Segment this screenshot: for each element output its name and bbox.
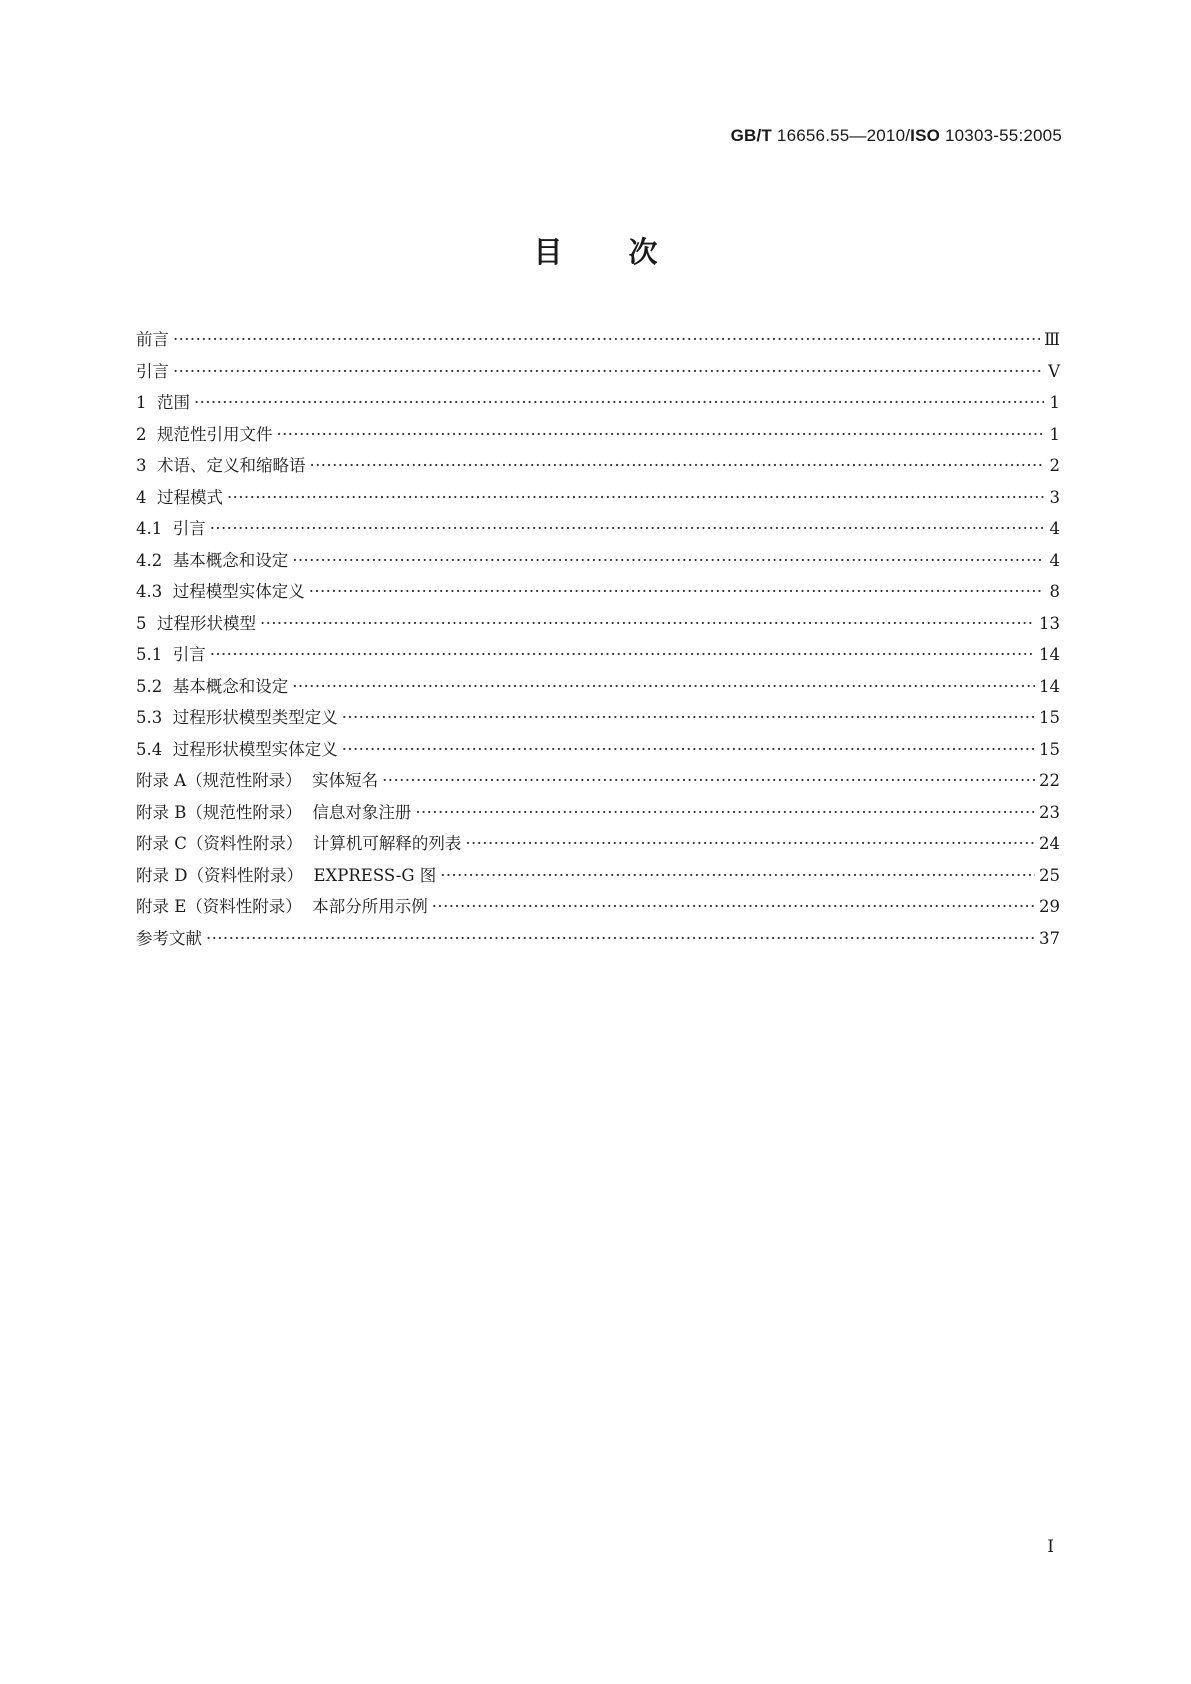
toc-entry[interactable]: [136, 452, 1060, 484]
standard-number: 16656.55—2010/: [776, 126, 911, 145]
toc-entry-label: 5.2 基本概念和设定: [136, 676, 289, 696]
toc-dot-leader: [342, 708, 1035, 727]
toc-entry-label: 引言: [136, 361, 169, 381]
toc-entry[interactable]: [136, 893, 1060, 925]
toc-entry-page: Ⅴ: [1048, 361, 1060, 381]
toc-dot-leader: [309, 582, 1044, 601]
toc-entry-label: 前言: [136, 330, 169, 349]
toc-dot-leader: [292, 551, 1044, 570]
toc-entry-page: 3: [1049, 487, 1060, 507]
toc-entry-page: 23: [1039, 802, 1060, 822]
iso-prefix: ISO: [910, 126, 941, 145]
toc-dot-leader: [382, 771, 1035, 790]
toc-dot-leader: [310, 456, 1045, 475]
toc-entry-label: 4.3 过程模型实体定义: [136, 582, 305, 601]
toc-entry[interactable]: [136, 358, 1060, 390]
toc-entry-page: 4: [1049, 519, 1060, 538]
toc-entry[interactable]: [136, 610, 1060, 642]
toc-dot-leader: [206, 929, 1035, 948]
toc-entry-label: 5.3 过程形状模型类型定义: [136, 708, 338, 727]
toc-entry-label: 附录 C（资料性附录） 计算机可解释的列表: [136, 834, 462, 853]
toc-entry-label: 4 过程模式: [136, 487, 223, 507]
toc-entry-label: 5.1 引言: [136, 645, 206, 664]
toc-dot-leader: [210, 645, 1035, 664]
toc-dot-leader: [292, 677, 1035, 696]
toc-entry-page: 37: [1039, 928, 1060, 948]
toc-entry-label: 5.4 过程形状模型实体定义: [136, 739, 338, 759]
toc-entry-page: 22: [1039, 771, 1060, 790]
document-header: [731, 126, 1062, 146]
toc-entry[interactable]: [136, 673, 1060, 705]
toc-dot-leader: [432, 897, 1035, 916]
toc-dot-leader: [465, 834, 1035, 853]
toc-entry[interactable]: [136, 389, 1060, 421]
toc-entry-label: 3 术语、定义和缩略语: [136, 456, 306, 475]
toc-entry[interactable]: [136, 799, 1060, 831]
page-number: Ⅰ: [1047, 1537, 1054, 1557]
toc-dot-leader: [440, 866, 1035, 885]
toc-dot-leader: [194, 393, 1044, 412]
toc-dot-leader: [210, 519, 1044, 538]
toc-entry-label: 1 范围: [136, 393, 190, 412]
toc-entry-page: 2: [1049, 456, 1060, 475]
toc-entry[interactable]: [136, 925, 1060, 957]
toc-entry-label: 参考文献: [136, 928, 202, 948]
toc-entry-label: 附录 B（规范性附录） 信息对象注册: [136, 802, 412, 822]
toc-entry-label: 5 过程形状模型: [136, 613, 256, 633]
toc-entry-page: 1: [1049, 393, 1060, 412]
iso-number: 10303-55:2005: [945, 126, 1062, 145]
toc-entry-label: 2 规范性引用文件: [136, 424, 273, 444]
toc-entry-page: 1: [1049, 424, 1060, 444]
toc-entry-page: 24: [1039, 834, 1060, 853]
toc-entry-page: 15: [1039, 739, 1060, 759]
toc-entry-label: 4.2 基本概念和设定: [136, 550, 289, 570]
toc-entry[interactable]: [136, 326, 1060, 358]
toc-entry[interactable]: [136, 547, 1060, 579]
toc-dot-leader: [227, 488, 1044, 507]
toc-entry[interactable]: [136, 767, 1060, 799]
toc-entry[interactable]: [136, 515, 1060, 547]
toc-entry-label: 附录 D（资料性附录） EXPRESS-G 图: [136, 865, 437, 885]
toc-entry-page: 4: [1049, 550, 1060, 570]
toc-entry[interactable]: [136, 704, 1060, 736]
toc-entry[interactable]: [136, 736, 1060, 768]
toc-entry-label: 4.1 引言: [136, 519, 206, 538]
toc-dot-leader: [277, 425, 1045, 444]
toc-entry-label: 附录 A（规范性附录） 实体短名: [136, 771, 379, 790]
toc-entry[interactable]: [136, 641, 1060, 673]
toc-entry-page: 8: [1049, 582, 1060, 601]
page-title: 目次: [533, 235, 724, 269]
toc-entry-page: 14: [1039, 676, 1060, 696]
toc-entry-page: 25: [1039, 865, 1060, 885]
toc-dot-leader: [415, 803, 1035, 822]
toc-entry[interactable]: [136, 862, 1060, 894]
toc-dot-leader: [173, 362, 1044, 381]
toc-entry-page: 29: [1039, 897, 1060, 916]
toc-dot-leader: [173, 330, 1040, 349]
standard-code: GB/T: [730, 126, 772, 145]
toc-entry-page: Ⅲ: [1044, 330, 1060, 349]
toc-entry-label: 附录 E（资料性附录） 本部分所用示例: [136, 897, 428, 916]
toc-entry[interactable]: [136, 421, 1060, 453]
toc-entry[interactable]: [136, 830, 1060, 862]
toc-dot-leader: [260, 614, 1035, 633]
table-of-contents: [136, 326, 1060, 956]
toc-entry-page: 15: [1039, 708, 1060, 727]
toc-entry[interactable]: [136, 578, 1060, 610]
toc-dot-leader: [342, 740, 1035, 759]
toc-entry[interactable]: [136, 484, 1060, 516]
toc-entry-page: 14: [1039, 645, 1060, 664]
toc-entry-page: 13: [1039, 613, 1060, 633]
